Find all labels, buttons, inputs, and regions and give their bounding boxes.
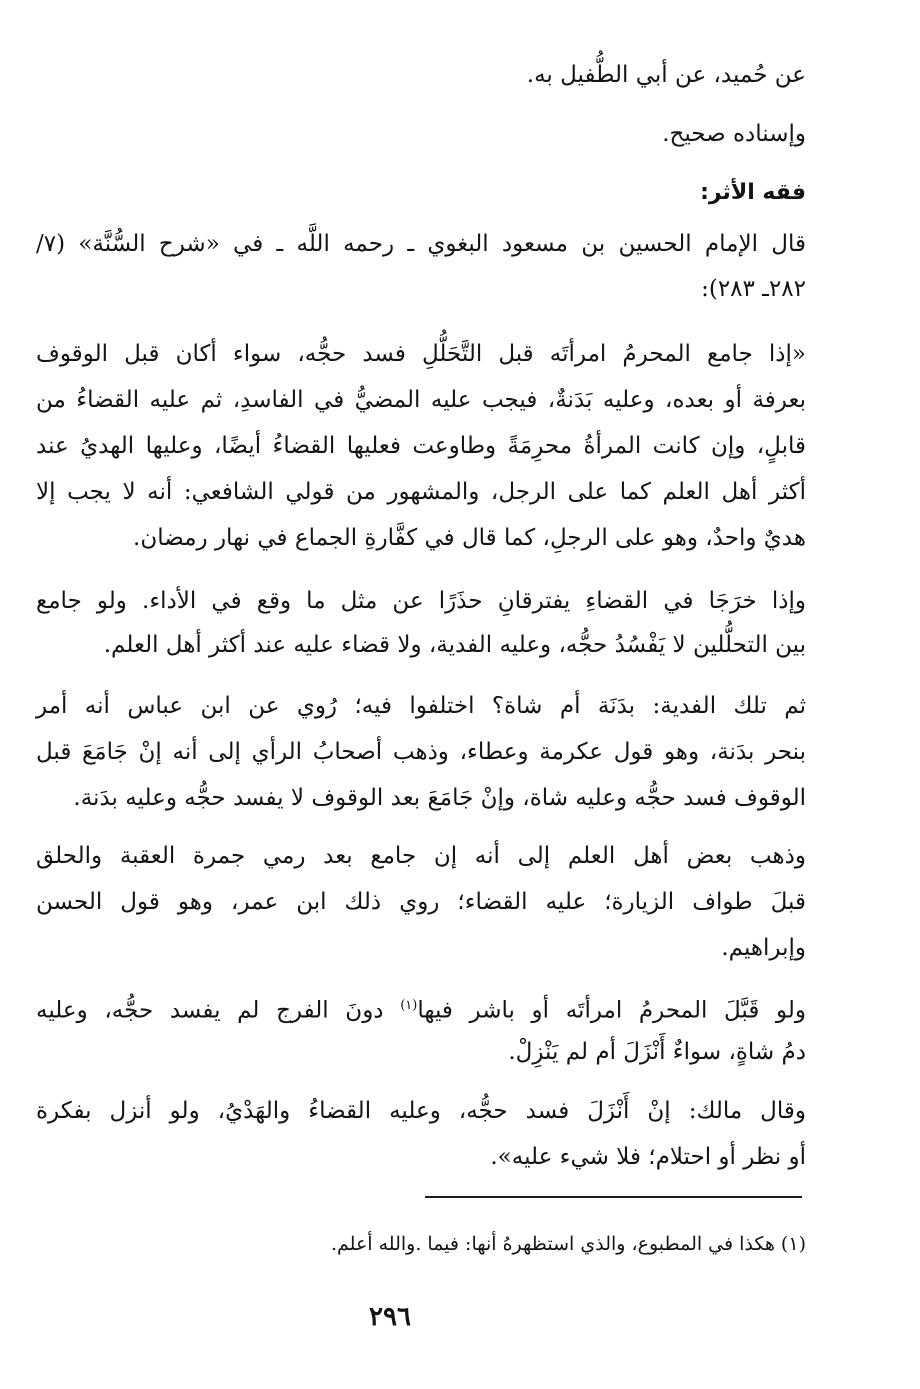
quote-line-12: قبلَ طواف الزيارة؛ عليه القضاء؛ روي ذلك ابن عمر، وهو قول الحسن xyxy=(36,889,806,915)
quote-line-3: قابلٍ، وإن كانت المرأةُ محرِمَةً وطاوعت فعليها القضاءُ أيضًا، وعليها الهديُ عند xyxy=(36,433,806,459)
quote-line-11: وذهب بعض أهل العلم إلى أنه إن جامع بعد رمي جمرة العقبة والحلق xyxy=(36,843,806,869)
footnote-marker[interactable]: (١) xyxy=(400,998,418,1013)
quote-line-4: أكثر أهل العلم كما على الرجل، والمشهور من قولي الشافعي: أنه لا يجب إلا xyxy=(36,479,806,505)
quote-line-15: دمُ شاةٍ، سواءٌ أَنْزَلَ أم لم يَنْزِلْ. xyxy=(508,1039,806,1065)
quote-line-10: الوقوف فسد حجُّه وعليه شاة، وإنْ جَامَعَ بعد الوقوف لا يفسد حجُّه وعليه بدَنة. xyxy=(73,785,806,811)
quote-line-14-end: دونَ الفرج لم يفسد حجُّه، وعليه xyxy=(36,997,401,1024)
text-line-1: عن حُميد، عن أبي الطُّفيل به. xyxy=(526,62,806,88)
quote-line-9: بنحر بدَنة، وهو قول عكرمة وعطاء، وذهب أصحابُ الرأي إلى أنه إنْ جَامَعَ قبل xyxy=(36,739,806,765)
quote-line-2: بعرفة أو بعده، وعليه بَدَنةٌ، فيجب عليه المضيُّ في الفاسدِ، ثم عليه القضاءُ من xyxy=(36,387,806,413)
text-line-4: قال الإمام الحسين بن مسعود البغوي ـ رحمه اللَّه ـ في «شرح السُّنَّة» (٧/ xyxy=(36,231,806,257)
footnote-separator xyxy=(425,1196,802,1198)
quote-line-14 xyxy=(36,989,806,1028)
text-line-2: وإسناده صحيح. xyxy=(662,121,806,147)
quote-line-16: وقال مالك: إنْ أَنْزَلَ فسد حجُّه، وعليه القضاءُ والهَدْيُ، ولو أنزل بفكرة xyxy=(36,1098,806,1124)
quote-line-8: ثم تلك الفدية: بدَنَة أم شاة؟ اختلفوا فيه؛ رُوي عن ابن عباس أنه أمر xyxy=(36,693,806,719)
footnote-text: (١) هكذا في المطبوع، والذي استظهرهُ أنها: فيما .والله أعلم. xyxy=(330,1233,806,1255)
page-number: ٢٩٦ xyxy=(369,1302,411,1332)
quote-line-14-start: ولو قَبَّلَ المحرمُ امرأتَه أو باشر فيها xyxy=(417,997,807,1024)
quote-line-13: وإبراهيم. xyxy=(721,935,806,961)
text-line-5: ٢٨٢ـ ٢٨٣): xyxy=(701,276,806,302)
section-heading: فقه الأثر: xyxy=(700,180,806,205)
quote-line-1: «إذا جامع المحرمُ امرأتَه قبل التَّحَلُّلِ فسد حجُّه، سواء أكان قبل الوقوف xyxy=(36,341,806,367)
quote-line-6: وإذا خرَجَا في القضاءِ يفترقانِ حذَرًا عن مثل ما وقع في الأداء. ولو جامع xyxy=(36,588,806,614)
quote-line-7: بين التحلُّلين لا يَفْسُدُ حجُّه، وعليه الفدية، ولا قضاء عليه عند أكثر أهل العلم. xyxy=(103,632,806,658)
quote-line-5: هديٌ واحدٌ، وهو على الرجلِ، كما قال في كفَّارةِ الجماع في نهار رمضان. xyxy=(133,525,806,551)
quote-line-17: أو نظر أو احتلام؛ فلا شيء عليه». xyxy=(490,1144,806,1170)
